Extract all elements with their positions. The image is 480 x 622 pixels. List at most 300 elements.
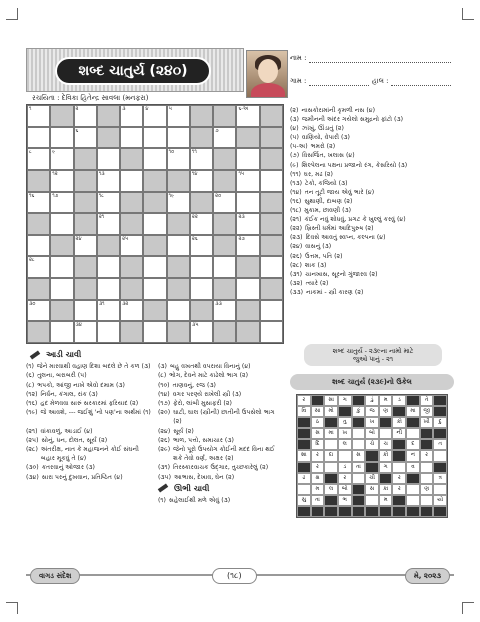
clue-item [26, 473, 152, 482]
grid-cell[interactable] [27, 127, 50, 149]
clue-text: નિર્ધન, કંગાલ, રાંક (૩) [40, 390, 98, 398]
cell-number: ૨૦ [215, 192, 222, 199]
across-heading [30, 350, 284, 359]
answer-cell: કા [379, 484, 393, 495]
answer-cell: ની [392, 428, 406, 439]
grid-cell[interactable] [120, 148, 143, 170]
grid-cell[interactable] [260, 321, 283, 343]
cell-number: ૨૫ [122, 235, 129, 242]
grid-cell[interactable] [167, 300, 190, 322]
clue-item [158, 381, 284, 390]
grid-cell[interactable] [143, 170, 166, 192]
grid-cell[interactable] [213, 192, 236, 214]
grid-cell[interactable] [260, 127, 283, 149]
grid-cell[interactable] [27, 300, 50, 322]
clue-number: (૨૯) [158, 446, 171, 454]
answer-cell [352, 417, 366, 428]
grid-cell[interactable] [120, 213, 143, 235]
grid-cell[interactable] [213, 278, 236, 300]
clue-item [290, 124, 454, 133]
grid-cell[interactable] [143, 321, 166, 343]
grid-cell[interactable] [97, 235, 120, 257]
grid-cell[interactable] [213, 256, 236, 278]
answer-cell: બો [365, 428, 379, 439]
clue-number: (૨૧) [26, 427, 38, 435]
answer-cell: જી [420, 406, 434, 417]
clue-number: (૧) [158, 497, 166, 505]
grid-cell[interactable] [213, 148, 236, 170]
grid-cell[interactable] [143, 105, 166, 127]
clue-number: (૩) [158, 363, 167, 371]
answer-cell [324, 473, 338, 484]
clue-item [158, 463, 284, 472]
answer-cell: ભ [338, 495, 352, 506]
down-heading-text: ઊભી ચાવી [174, 483, 210, 493]
puzzle-title: શબ્દ ચાતુર્ય (૨૪૦) [55, 57, 211, 85]
answer-cell: સ [311, 428, 325, 439]
cell-number: ૩૫ [191, 322, 199, 329]
answer-cell: દિ [311, 439, 325, 450]
cell-number: ૧૦ [168, 149, 175, 156]
grid-cell[interactable] [143, 300, 166, 322]
cell-number: ૨૭ [238, 235, 245, 242]
grid-cell[interactable] [120, 170, 143, 192]
answer-cell: ડ [392, 395, 406, 406]
grid-cell[interactable] [143, 235, 166, 257]
clue-text: ભાળ, પત્તો, સમાચાર (૩) [172, 436, 234, 444]
answer-cell: સ [365, 484, 379, 495]
answer-cell: કું [352, 406, 366, 417]
clue-number: (૧૯) [26, 409, 38, 417]
grid-cell[interactable] [120, 192, 143, 214]
answer-cell [297, 417, 311, 428]
clue-item [26, 381, 152, 390]
city-line[interactable] [391, 78, 451, 86]
clue-number: (૧૦) [158, 381, 170, 389]
answer-cell [338, 506, 352, 517]
clue-item [290, 188, 454, 197]
grid-cell[interactable] [167, 170, 190, 192]
grid-cell[interactable] [97, 192, 120, 214]
clue-text: બહુ વખતથી વપરાયા વિનાનું (૪) [169, 363, 251, 371]
clue-item [290, 288, 454, 297]
answer-cell: મ [379, 395, 393, 406]
answer-cell [420, 439, 434, 450]
answer-grid [296, 394, 448, 518]
grid-cell[interactable] [27, 256, 50, 278]
answer-cell [352, 395, 366, 406]
clue-item [158, 473, 284, 482]
clue-text: જમીનની અંદર ગયેલો સમુદ્રનો ફાંટો (૩) [301, 116, 403, 124]
answer-cell: મા [406, 406, 420, 417]
notice-line: શબ્દ ચાતુર્ય - ૨૩૯ના નામો માટે [332, 347, 414, 355]
grid-cell[interactable] [260, 213, 283, 235]
answer-cell: કો [379, 450, 393, 461]
answer-cell [392, 495, 406, 506]
clue-text: સૂર્ય (૨) [173, 427, 194, 435]
grid-cell[interactable] [236, 192, 259, 214]
grid-cell[interactable] [120, 256, 143, 278]
grid-cell[interactable] [236, 300, 259, 322]
grid-cell[interactable] [143, 148, 166, 170]
clue-number: (૨૪) [158, 427, 171, 435]
answer-cell [365, 495, 379, 506]
grid-cell[interactable] [167, 278, 190, 300]
clue-number: (૩૫) [158, 473, 172, 481]
answer-cell [406, 506, 420, 517]
grid-cell[interactable] [97, 170, 120, 192]
grid-cell[interactable] [74, 321, 97, 343]
clue-item [26, 362, 152, 371]
answer-cell [392, 462, 406, 473]
clue-item [290, 224, 454, 233]
clue-text: વિસર્જિત, ખલાસ (૪) [302, 152, 355, 160]
cell-number: ૯ [52, 149, 56, 156]
grid-cell[interactable] [260, 256, 283, 278]
across-clues-section [26, 348, 284, 505]
grid-cell[interactable] [213, 170, 236, 192]
answer-cell [420, 428, 434, 439]
grid-cell[interactable] [74, 192, 97, 214]
clue-item [290, 142, 454, 151]
clue-number: (૨૬) [290, 252, 302, 260]
clue-item [290, 261, 454, 270]
clue-item [26, 445, 152, 463]
grid-cell[interactable] [190, 213, 213, 235]
answer-cell: ક્ષ [311, 473, 325, 484]
crop-mark [462, 602, 474, 614]
answer-cell: કો [392, 417, 406, 428]
grid-cell[interactable] [143, 192, 166, 214]
answer-cell: ર [311, 462, 325, 473]
answer-cell [420, 473, 434, 484]
answer-cell [433, 484, 447, 495]
down-heading [158, 484, 284, 493]
grid-cell[interactable] [236, 256, 259, 278]
answer-cell [433, 462, 447, 473]
page-footer [26, 568, 454, 588]
answer-cell: સા [311, 406, 325, 417]
clue-text: નાસકોરામાંની કૃમળી નસ (૪) [301, 107, 376, 114]
answer-cell: ઢ [297, 473, 311, 484]
grid-cell[interactable] [97, 278, 120, 300]
grid-cell[interactable] [167, 235, 190, 257]
grid-cell[interactable] [236, 127, 259, 149]
grid-cell[interactable] [74, 300, 97, 322]
answer-cell: સુ [297, 495, 311, 506]
clue-item [158, 362, 284, 371]
grid-cell[interactable] [190, 300, 213, 322]
grid-cell[interactable] [143, 127, 166, 149]
clue-item [290, 161, 454, 170]
answer-cell: લ [324, 484, 338, 495]
answer-cell: મા [324, 428, 338, 439]
clue-item [158, 408, 284, 426]
answer-cell [379, 473, 393, 484]
clue-item [290, 115, 454, 124]
grid-cell[interactable] [143, 256, 166, 278]
clue-item [26, 436, 152, 445]
answer-cell [311, 395, 325, 406]
clue-number: (૧૬) [290, 197, 302, 205]
answer-cell: ર [297, 395, 311, 406]
clue-text: ભમરો (૨) [310, 143, 336, 151]
grid-cell[interactable] [74, 235, 97, 257]
answer-cell: દા [324, 450, 338, 461]
answer-cell [420, 506, 434, 517]
name-field[interactable] [290, 54, 454, 63]
grid-cell[interactable] [50, 192, 73, 214]
grid-cell[interactable] [74, 148, 97, 170]
cell-number: ૮ [29, 149, 32, 156]
village-field[interactable] [290, 77, 454, 86]
clue-number: (૨૫) [26, 436, 39, 444]
clue-text: ઉત્તમ, પતિ (૨) [304, 252, 343, 260]
answer-cell: તા [311, 495, 325, 506]
crossword-grid [26, 104, 284, 344]
grid-cell[interactable] [120, 235, 143, 257]
grid-cell[interactable] [190, 235, 213, 257]
clue-text: વાંકાવળું, આડાઈ (૪) [40, 427, 93, 435]
answer-cell [311, 506, 325, 517]
grid-cell[interactable] [27, 235, 50, 257]
grid-cell[interactable] [236, 105, 259, 127]
answer-cell [297, 428, 311, 439]
grid-cell[interactable] [27, 192, 50, 214]
grid-cell[interactable] [167, 148, 190, 170]
notice-line: જુઓ પાનું - ૨૧ [353, 355, 393, 363]
clue-item [26, 390, 152, 399]
grid-cell[interactable] [167, 213, 190, 235]
clue-number: (૩૪) [26, 473, 39, 481]
answer-cell [352, 506, 366, 517]
clue-text: સોનું, ધન, દોલત, સૂર્ય (૨) [41, 436, 108, 444]
grid-cell[interactable] [50, 127, 73, 149]
grid-cell[interactable] [190, 170, 213, 192]
grid-cell[interactable] [236, 235, 259, 257]
grid-cell[interactable] [260, 278, 283, 300]
clue-text: તુલના, બરાબરી (૫) [37, 372, 87, 380]
cell-number: ૭ [215, 127, 219, 134]
grid-cell[interactable] [260, 300, 283, 322]
puzzle-header [26, 48, 454, 104]
clue-item [290, 197, 454, 206]
across-clues-list [26, 362, 284, 482]
grid-cell[interactable] [97, 300, 120, 322]
clue-item [158, 371, 284, 380]
grid-cell[interactable] [260, 235, 283, 257]
clue-number: (૬) [26, 372, 35, 380]
clue-text: કંઈક નવું શોધવું, પ્રગટ કે ખુલ્લું કરવું (૪) [304, 216, 406, 224]
clue-number: (૧) [26, 363, 34, 371]
grid-cell[interactable] [120, 278, 143, 300]
answer-cell [392, 439, 406, 450]
grid-cell[interactable] [50, 300, 73, 322]
grid-cell[interactable] [236, 278, 259, 300]
clue-text: સારા પરનું દુખવાન, પ્રતિષ્ઠિત (૪) [41, 473, 123, 481]
answer-cell [406, 395, 420, 406]
clue-text: તન તૂટી જાય એવું ભારે (૪) [304, 188, 375, 196]
name-label: નામ : [290, 54, 307, 62]
grid-cell[interactable] [74, 213, 97, 235]
grid-cell[interactable] [167, 192, 190, 214]
answers-title: શબ્દ ચાતુર્ય (૨૩૯)નો ઉકેલ [290, 374, 454, 390]
grid-cell[interactable] [167, 105, 190, 127]
grid-cell[interactable] [190, 256, 213, 278]
clue-item [290, 270, 454, 279]
grid-cell[interactable] [74, 256, 97, 278]
clue-number: (૧૩) [290, 179, 302, 187]
cell-number: ૧૩ [98, 170, 105, 177]
answer-cell: ખી [420, 417, 434, 428]
clue-text: ભપકો, આંજી નાખે એવો દમામ (૩) [37, 381, 125, 389]
grid-cell[interactable] [143, 278, 166, 300]
grid-cell[interactable] [120, 105, 143, 127]
grid-cell[interactable] [260, 105, 283, 127]
grid-cell[interactable] [236, 213, 259, 235]
answer-cell [392, 450, 406, 461]
grid-cell[interactable] [120, 127, 143, 149]
answer-cell [433, 395, 447, 406]
grid-cell[interactable] [260, 170, 283, 192]
grid-cell[interactable] [97, 321, 120, 343]
answer-cell: ડું [365, 395, 379, 406]
clue-item [290, 151, 454, 160]
answer-cell [365, 462, 379, 473]
clue-text: અંતરીક્ષ, નાત કે મહાજનને કોઈ સંઘની બહાર મૂકવું તે (૪) [40, 446, 139, 463]
grid-cell[interactable] [236, 148, 259, 170]
grid-cell[interactable] [213, 300, 236, 322]
crop-mark [6, 8, 18, 20]
grid-cell[interactable] [50, 170, 73, 192]
title-banner [26, 48, 244, 92]
grid-cell[interactable] [190, 192, 213, 214]
grid-cell[interactable] [74, 127, 97, 149]
grid-cell[interactable] [213, 127, 236, 149]
grid-cell[interactable] [74, 170, 97, 192]
grid-cell[interactable] [236, 321, 259, 343]
answer-cell [352, 439, 366, 450]
grid-cell[interactable] [97, 148, 120, 170]
grid-cell[interactable] [97, 213, 120, 235]
answer-cell [406, 417, 420, 428]
clue-number: (૫-અ) [290, 143, 308, 151]
author-byline: રચયિતા : દેવિકા હિતેન્દ્ર સાવલા (મનફરા) [32, 94, 149, 102]
clue-text: વાણિયો, વેપારી (૩) [301, 134, 350, 142]
clue-text: ત્યારે (૨) [305, 279, 329, 287]
clue-item [158, 399, 284, 408]
grid-cell[interactable] [50, 105, 73, 127]
grid-cell[interactable] [167, 256, 190, 278]
grid-cell[interactable] [260, 148, 283, 170]
answer-cell [352, 473, 366, 484]
clue-item [290, 252, 454, 261]
grid-cell[interactable] [213, 105, 236, 127]
grid-cell[interactable] [50, 235, 73, 257]
entry-fields [290, 54, 454, 100]
grid-cell[interactable] [213, 235, 236, 257]
answer-cell: ખ [338, 428, 352, 439]
grid-cell[interactable] [50, 321, 73, 343]
grid-cell[interactable] [97, 105, 120, 127]
answer-cell: ત્ર [433, 473, 447, 484]
clue-text: શાક (૩) [304, 261, 327, 269]
issue-date: મે, ૨૦૨૩ [405, 568, 450, 584]
cell-number: ૨ [75, 106, 79, 112]
answer-cell: યો [433, 495, 447, 506]
grid-cell[interactable] [190, 278, 213, 300]
grid-cell[interactable] [27, 321, 50, 343]
puzzle-page [26, 48, 454, 588]
clue-text: ઝાંખું, ઊંડાતું (૨) [301, 125, 344, 133]
answer-cell [379, 506, 393, 517]
grid-cell[interactable] [27, 213, 50, 235]
clue-item [290, 133, 454, 142]
grid-cell[interactable] [50, 278, 73, 300]
clue-number: (૩૨) [290, 279, 303, 287]
grid-cell[interactable] [213, 321, 236, 343]
cell-number: ૨૮ [29, 257, 35, 264]
clue-text: તાણવનું, રજ (૩) [172, 381, 216, 389]
grid-cell[interactable] [50, 256, 73, 278]
answer-cell [365, 506, 379, 517]
answer-cell [324, 506, 338, 517]
grid-cell[interactable] [120, 300, 143, 322]
answer-cell [392, 506, 406, 517]
grid-cell[interactable] [50, 213, 73, 235]
clue-item [290, 206, 454, 215]
cell-number: ૨૪ [75, 235, 82, 242]
grid-cell[interactable] [236, 170, 259, 192]
clue-text: ઘર, મઢ (૨) [303, 170, 333, 178]
clue-number: (૨૦) [158, 409, 171, 417]
grid-cell[interactable] [167, 127, 190, 149]
answer-cell: ગ [379, 462, 393, 473]
grid-cell[interactable] [213, 213, 236, 235]
down-clues-extra [158, 496, 284, 505]
grid-cell[interactable] [190, 127, 213, 149]
grid-cell[interactable] [190, 321, 213, 343]
grid-cell[interactable] [74, 278, 97, 300]
grid-cell[interactable] [97, 256, 120, 278]
grid-cell[interactable] [74, 105, 97, 127]
clue-text: તિરસ્કારવાચક ઉદ્ગાર, તુચ્છકારેલું (૨) [172, 464, 269, 472]
grid-cell[interactable] [27, 105, 50, 127]
grid-cell[interactable] [120, 321, 143, 343]
grid-cell[interactable] [190, 105, 213, 127]
grid-cell[interactable] [97, 127, 120, 149]
clue-number: (૩૧) [158, 464, 170, 472]
answer-cell [297, 484, 311, 495]
grid-cell[interactable] [190, 148, 213, 170]
grid-cell[interactable] [27, 170, 50, 192]
answer-cell [352, 428, 366, 439]
village-line[interactable] [309, 78, 369, 86]
cell-number: ૧૪ [191, 170, 198, 177]
grid-cell[interactable] [27, 148, 50, 170]
grid-cell[interactable] [260, 192, 283, 214]
city-label: હાલ : [371, 77, 389, 85]
grid-cell[interactable] [27, 278, 50, 300]
clue-number: (૨૨) [290, 225, 303, 233]
clue-text: મુકામ, છાવણી (૩) [304, 207, 352, 215]
grid-cell[interactable] [167, 321, 190, 343]
answer-cell: ણ [420, 484, 434, 495]
grid-cell[interactable] [50, 148, 73, 170]
grid-cell[interactable] [143, 213, 166, 235]
answer-cell: ઠ [311, 417, 325, 428]
name-line[interactable] [309, 55, 451, 63]
